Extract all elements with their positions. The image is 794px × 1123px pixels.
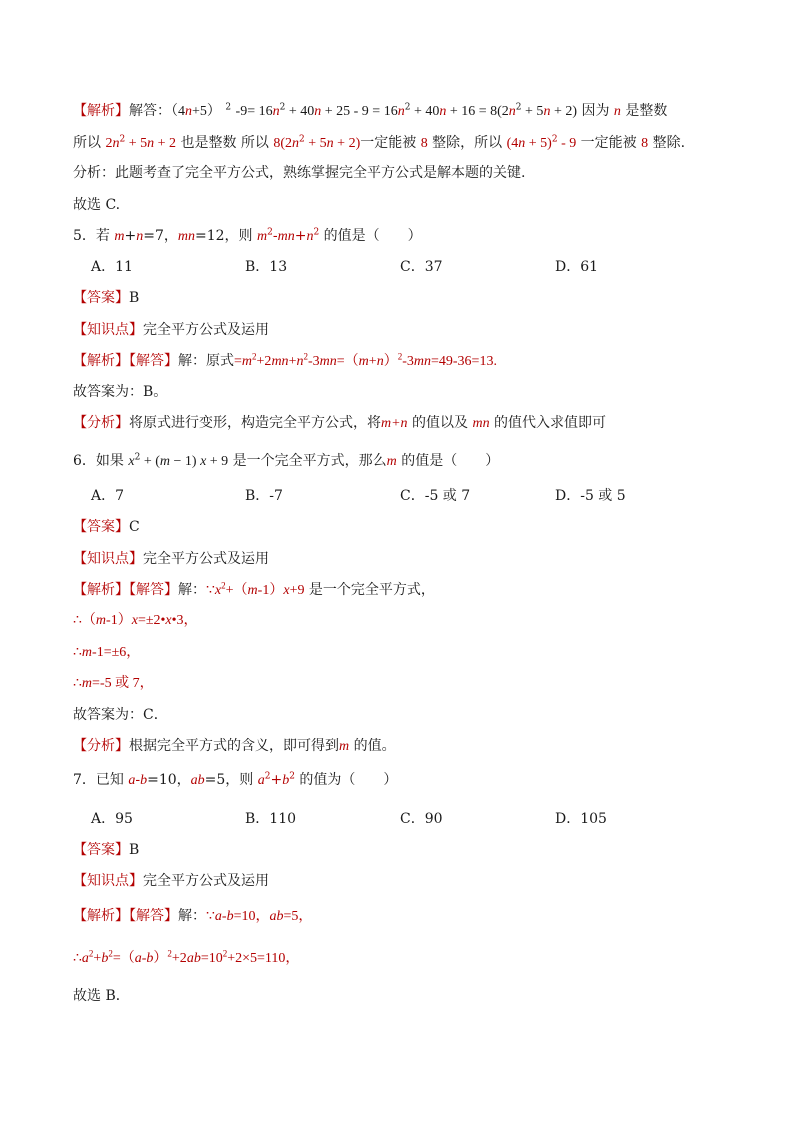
q5-result: 故答案为：B。 <box>73 384 168 400</box>
q5-option-a: A．11 <box>91 259 133 275</box>
q6-option-b: B．-7 <box>245 488 283 504</box>
q5-option-d: D．61 <box>555 259 599 275</box>
q5-analysis: 【解析】【解答】解：原式$=m^2+2mn+n^2-3mn=(m+n)^2-3mn=49-36=13$. <box>73 351 497 369</box>
q5-fenxi-var1: m+n <box>381 416 408 431</box>
q7-option-c: C．90 <box>400 811 443 827</box>
q6-step3: ∴m=-5 或 7， <box>73 676 154 691</box>
q6-result: 故答案为：C． <box>73 707 168 723</box>
q6-option-d: D．-5 或 5 <box>555 488 626 504</box>
q6-knowledge: 【知识点】完全平方公式及运用 <box>73 551 269 567</box>
q6-option-a: A．7 <box>91 488 125 504</box>
analysis-label: 【解析】 <box>73 103 129 119</box>
q6-step2: ∴m-1=±6， <box>73 645 141 660</box>
q5-knowledge: 【知识点】完全平方公式及运用 <box>73 322 269 338</box>
q7-step1: $\therefore a^2+b^2=(a-b)^2+2ab=10^2+2\times 5=110$， <box>73 948 300 966</box>
q7-result: 故选 B． <box>73 988 130 1004</box>
q7-analysis: 【解析】【解答】解：∵a-b=10，ab=5， <box>73 908 313 924</box>
q7-stem: 7．已知 a-b=10，ab=5，则 $a^2+b^2$ 的值为（ ） <box>73 771 398 788</box>
q7-option-b: B．110 <box>245 811 297 827</box>
q6-stem: 6．如果 $x^2 + (m - 1) x + 9$ 是一个完全平方式，那么m 的值是（ ） <box>73 452 500 469</box>
analysis-line-4: 故选 C. <box>73 197 121 213</box>
q5-fenxi: 【分析】将原式进行变形，构造完全平方公式，将m+n 的值以及 mn 的值代入求值即可 <box>73 415 607 431</box>
analysis-line-1 <box>73 102 667 121</box>
q5-answer: 【答案】B <box>73 290 140 306</box>
q6-fenxi-var: m <box>339 739 350 754</box>
q7-option-a: A．95 <box>91 811 133 827</box>
analysis-line-3: 分析：此题考查了完全平方公式，熟练掌握完全平方公式是解本题的关键. <box>73 165 526 181</box>
q5-stem: 5．若 m+n=7，mn=12，则 $m^2-mn+n^2$ 的值是（ ） <box>73 227 422 244</box>
q7-knowledge: 【知识点】完全平方公式及运用 <box>73 873 269 889</box>
q7-answer: 【答案】B <box>73 842 140 858</box>
analysis-line-2: 所以 $2n^2 + 5n + 2$ 也是整数 所以 $8(2n^2 + 5n + 2)$一定能被 8 整除，所以 $(4n + 5)^2 - 9$ 一定能被 8 整除. <box>73 134 686 151</box>
q5-fenxi-var2: mn <box>472 416 490 431</box>
q6-analysis: 【解析】【解答】解：$\because x^2+(m-1)x+9$ 是一个完全平方式， <box>73 580 435 598</box>
q6-answer: 【答案】C <box>73 519 140 535</box>
q6-step1: ∴（m-1）x=±2•x•3， <box>73 613 198 628</box>
q5-option-c: C．37 <box>400 259 443 275</box>
q7-option-d: D．105 <box>555 811 607 827</box>
analysis-text: 解答：（4n+5） $^2$ $-9= 16n^2 + 40n + 25 - 9 = 16n^2 + 40n + 16 = 8(2n^2 + 5n + 2)$ 因为 n 是整数 <box>129 102 668 119</box>
q6-fenxi: 【分析】根据完全平方式的含义，即可得到m 的值。 <box>73 738 396 754</box>
q6-option-c: C．-5 或 7 <box>400 488 471 504</box>
q5-option-b: B．13 <box>245 259 288 275</box>
